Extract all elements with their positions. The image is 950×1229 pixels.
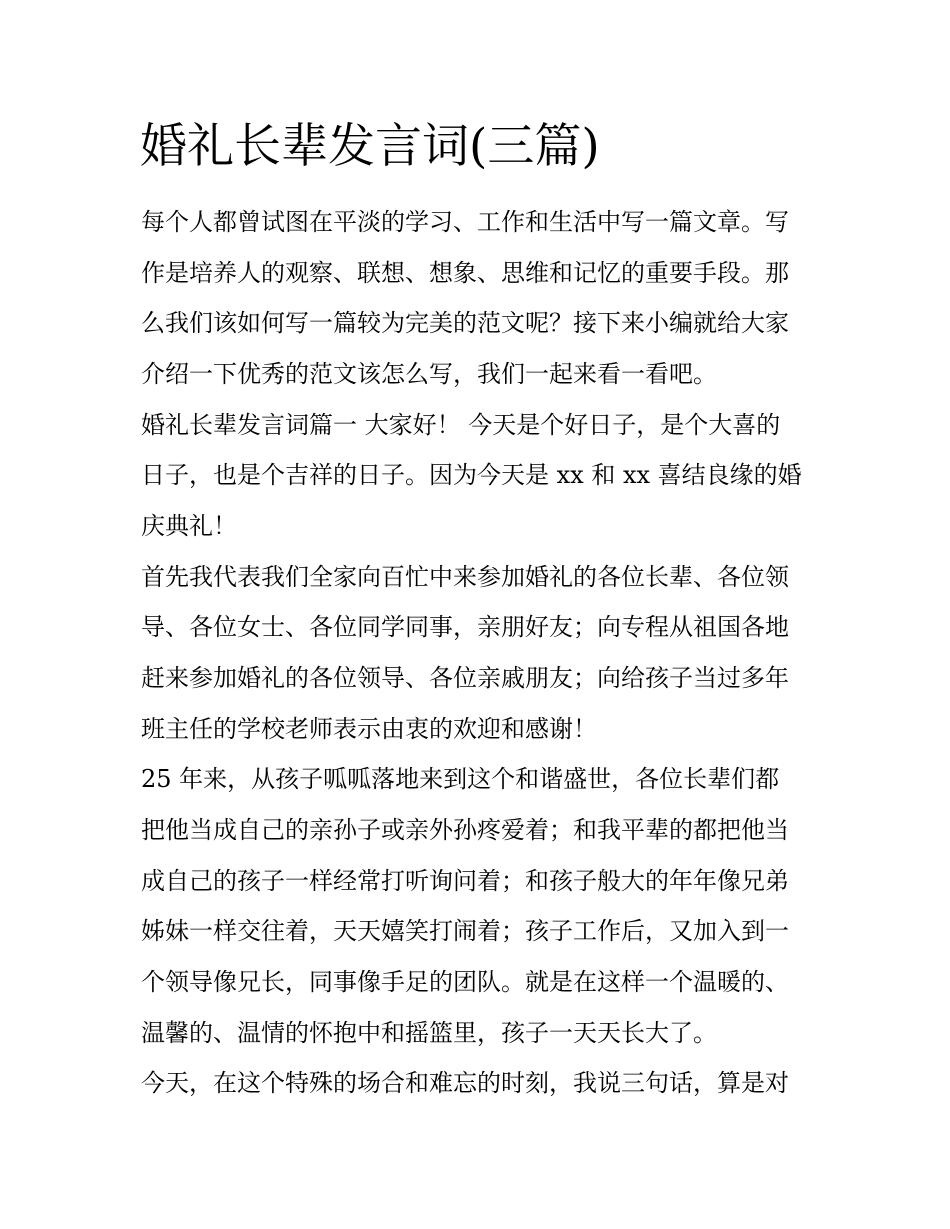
body-line: 姊妹一样交往着，天天嬉笑打闹着；孩子工作后，又加入到一: [141, 917, 789, 945]
body-line: 作是培养人的观察、联想、想象、思维和记忆的重要手段。那: [141, 259, 789, 287]
body-line: 么我们该如何写一篇较为完美的范文呢？接下来小编就给大家: [141, 309, 789, 337]
body-line: 25 年来，从孩子呱呱落地来到这个和谐盛世，各位长辈们都: [141, 765, 780, 793]
body-line: 成自己的孩子一样经常打听询问着；和孩子般大的年年像兄弟: [141, 867, 789, 895]
body-line: 庆典礼！: [141, 512, 237, 540]
body-line: 赶来参加婚礼的各位领导、各位亲戚朋友；向给孩子当过多年: [141, 664, 789, 692]
body-line: 婚礼长辈发言词篇一 大家好！ 今天是个好日子，是个大喜的: [141, 411, 781, 439]
document-title: 婚礼长辈发言词(三篇): [140, 119, 600, 174]
body-line: 把他当成自己的亲孙子或亲外孙疼爱着；和我平辈的都把他当: [141, 816, 789, 844]
body-line: 介绍一下优秀的范文该怎么写，我们一起来看一看吧。: [141, 360, 717, 388]
body-line: 个领导像兄长，同事像手足的团队。就是在这样一个温暖的、: [141, 968, 789, 996]
body-line: 日子，也是个吉祥的日子。因为今天是 xx 和 xx 喜结良缘的婚: [141, 461, 802, 489]
body-line: 温馨的、温情的怀抱中和摇篮里，孩子一天天长大了。: [141, 1019, 717, 1047]
body-line: 今天，在这个特殊的场合和难忘的时刻，我说三句话，算是对: [141, 1069, 789, 1097]
body-line: 每个人都曾试图在平淡的学习、工作和生活中写一篇文章。写: [141, 208, 789, 236]
body-line: 班主任的学校老师表示由衷的欢迎和感谢！: [141, 715, 597, 743]
body-line: 导、各位女士、各位同学同事，亲朋好友；向专程从祖国各地: [141, 613, 789, 641]
body-line: 首先我代表我们全家向百忙中来参加婚礼的各位长辈、各位领: [141, 563, 789, 591]
